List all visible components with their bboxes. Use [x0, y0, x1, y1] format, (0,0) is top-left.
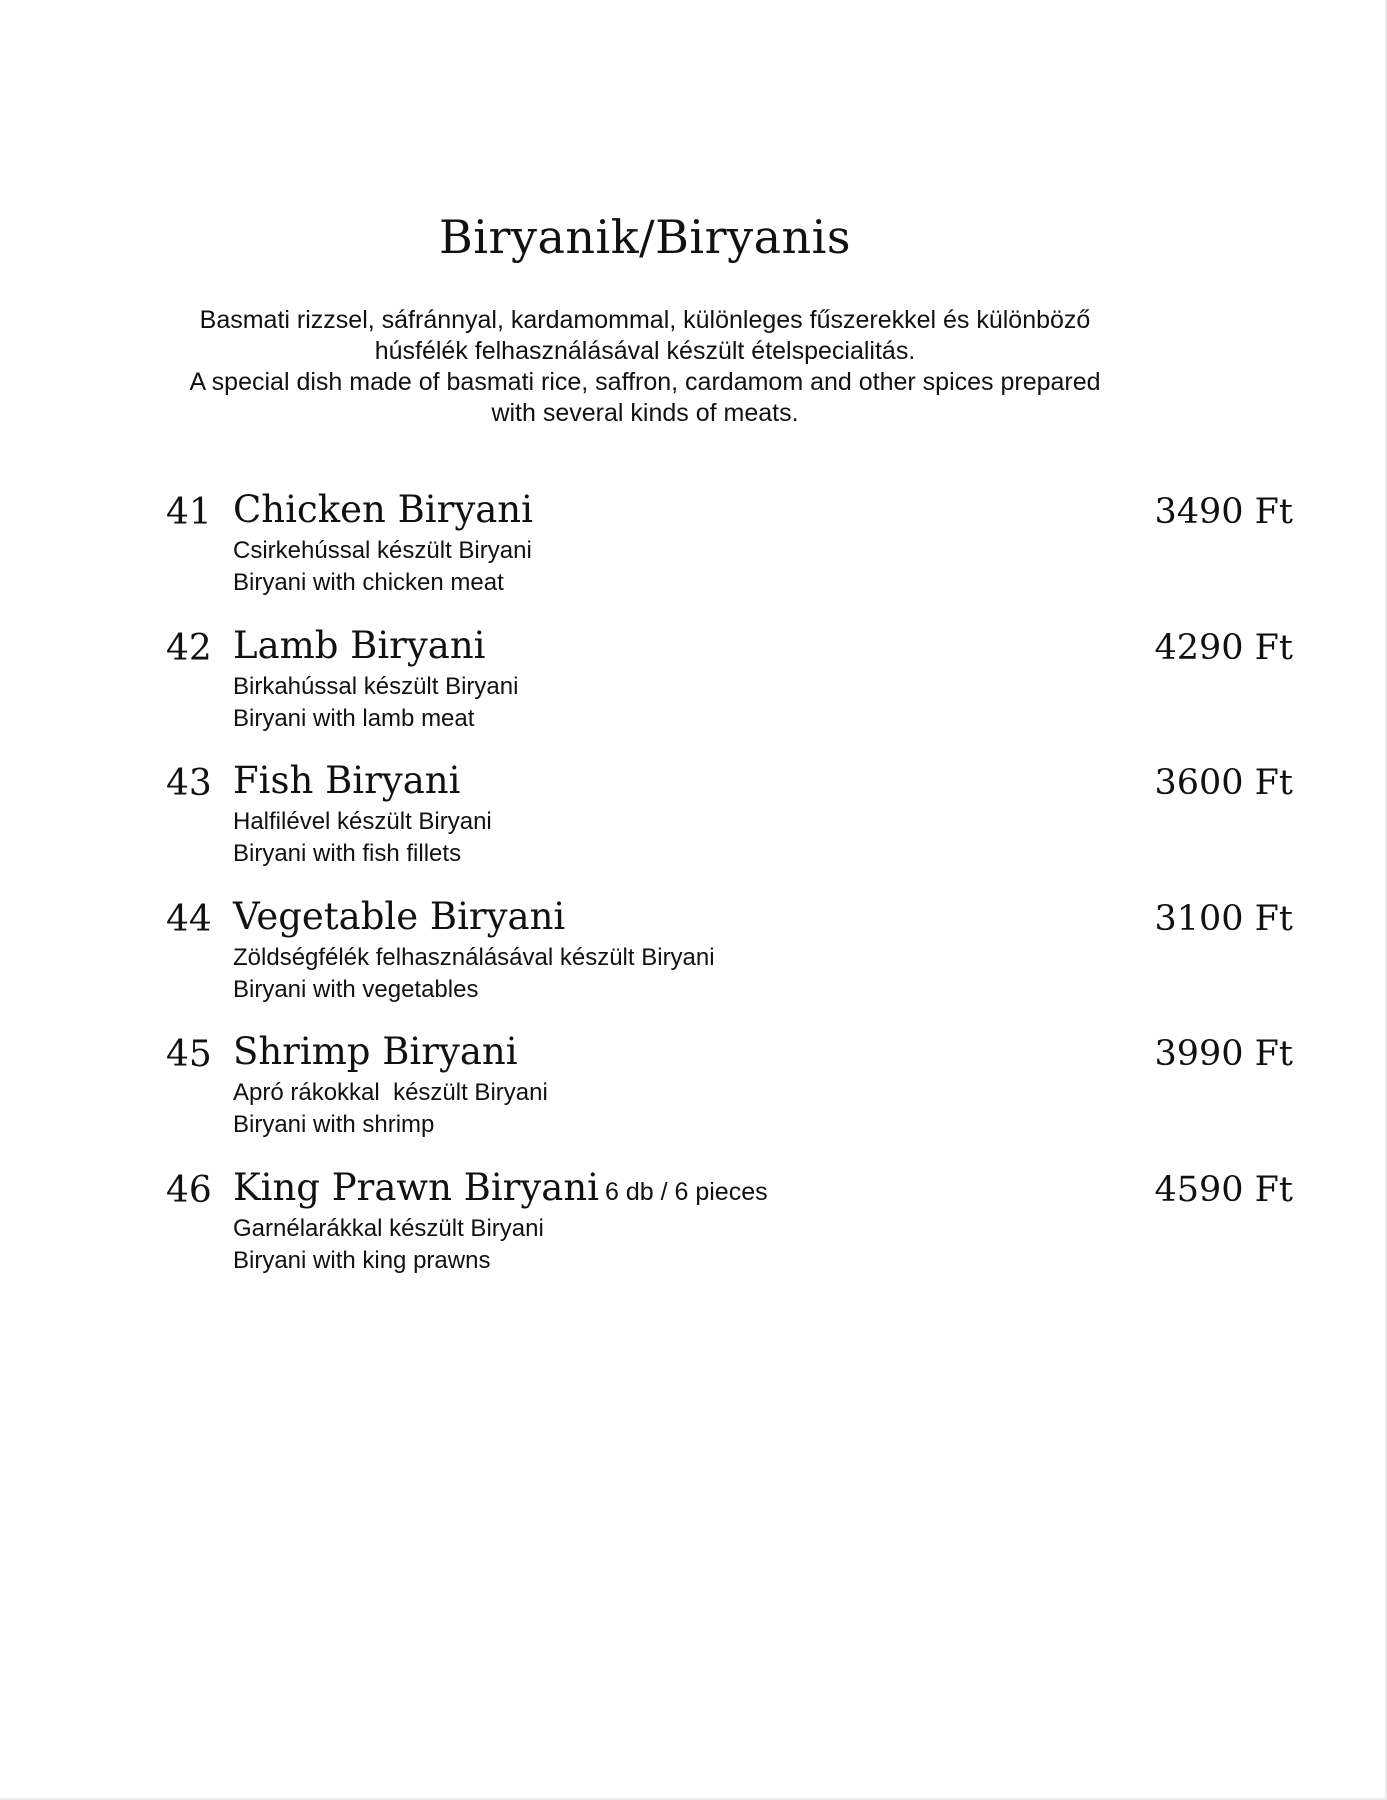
item-description [233, 1077, 548, 1141]
item-price: 3490 Ft [1154, 492, 1293, 532]
item-portion-note: 6 db / 6 pieces [605, 1177, 768, 1206]
item-number: 41 [166, 492, 212, 533]
item-description [233, 671, 518, 735]
item-price: 4290 Ft [1154, 627, 1293, 668]
item-name-line [233, 759, 460, 802]
item-number: 46 [166, 1169, 212, 1211]
item-name-line [233, 488, 533, 531]
menu-item [0, 1030, 1387, 1166]
menu-item [0, 759, 1387, 895]
intro-line: A special dish made of basmati rice, saffron, cardamom and other spices prepared [189, 368, 1101, 396]
item-name: King Prawn Biryani [233, 1165, 599, 1209]
item-number: 45 [166, 1034, 212, 1075]
intro-line: Basmati rizzsel, sáfránnyal, kardamommal, különleges fűszerekkel és különböző [199, 306, 1091, 334]
item-name-line [233, 624, 486, 667]
item-name-line [233, 1166, 768, 1209]
item-desc-hu: Zöldségfélék felhasználásával készült Biryani [233, 943, 715, 971]
intro-line: húsfélék felhasználásával készült ételspecialitás. [374, 337, 916, 365]
item-name-line [233, 895, 565, 938]
menu-item [0, 624, 1387, 760]
item-price: 3100 Ft [1154, 898, 1293, 939]
item-price: 4590 Ft [1154, 1169, 1293, 1210]
item-description [233, 1213, 544, 1277]
item-desc-hu: Birkahússal készült Biryani [233, 672, 519, 700]
item-price: 3600 Ft [1154, 763, 1293, 803]
item-number: 42 [166, 627, 212, 669]
item-name: Chicken Biryani [233, 488, 533, 531]
item-desc-en: Biryani with shrimp [233, 1111, 435, 1138]
item-desc-en: Biryani with king prawns [233, 1246, 491, 1274]
item-desc-hu: Halfilével készült Biryani [233, 808, 492, 835]
item-desc-en: Biryani with vegetables [233, 975, 479, 1003]
menu-item [0, 488, 1387, 624]
item-name: Shrimp Biryani [233, 1030, 518, 1073]
section-title: Biryanik/Biryanis [439, 210, 851, 264]
item-name: Fish Biryani [233, 759, 461, 802]
section-intro [0, 305, 1290, 429]
item-desc-hu: Garnélarákkal készült Biryani [233, 1214, 544, 1242]
item-description [233, 942, 715, 1006]
item-desc-en: Biryani with lamb meat [233, 704, 475, 732]
menu-list [0, 488, 1387, 1301]
item-desc-hu: Csirkehússal készült Biryani [233, 537, 532, 564]
item-desc-en: Biryani with fish fillets [233, 840, 462, 867]
item-number: 44 [166, 898, 212, 940]
menu-item [0, 1166, 1387, 1302]
item-number: 43 [166, 763, 212, 804]
item-price: 3990 Ft [1154, 1034, 1293, 1074]
item-description [233, 535, 532, 599]
item-name-line [233, 1030, 518, 1073]
item-name: Vegetable Biryani [233, 894, 566, 938]
item-desc-en: Biryani with chicken meat [233, 569, 504, 596]
menu-item [0, 895, 1387, 1031]
item-name: Lamb Biryani [233, 623, 486, 667]
item-description [233, 806, 492, 870]
item-desc-hu: Apró rákokkal készült Biryani [233, 1079, 548, 1106]
intro-line: with several kinds of meats. [491, 399, 799, 427]
